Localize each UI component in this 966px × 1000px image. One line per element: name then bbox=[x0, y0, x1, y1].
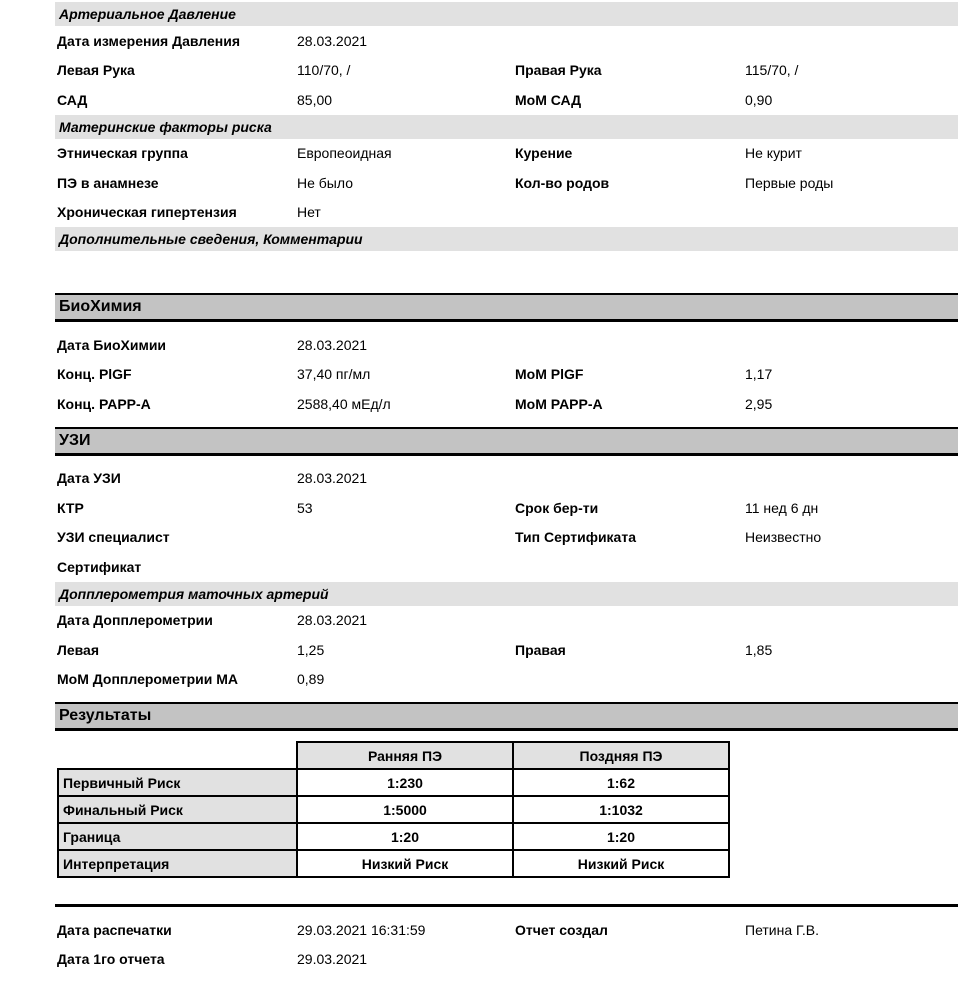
field-label: Хроническая гипертензия bbox=[57, 204, 237, 221]
footer bbox=[55, 915, 958, 974]
field-value: 1,85 bbox=[745, 641, 773, 658]
row-biochem-date bbox=[55, 330, 958, 360]
row-bp-date bbox=[55, 26, 958, 56]
cell-early: 1:20 bbox=[297, 823, 513, 850]
row-papp-a bbox=[55, 389, 958, 419]
row-label: Первичный Риск bbox=[58, 769, 297, 796]
field-label: МоМ САД bbox=[515, 91, 582, 108]
field-value: Не было bbox=[297, 174, 353, 191]
col-header-late-pe: Поздняя ПЭ bbox=[513, 742, 729, 769]
row-doppler-left-right bbox=[55, 635, 958, 665]
field-value: 11 нед 6 дн bbox=[745, 499, 819, 516]
field-value: 0,90 bbox=[745, 91, 773, 108]
row-doppler-mom bbox=[55, 665, 958, 695]
field-value: 85,00 bbox=[297, 91, 333, 108]
table-row-primary-risk bbox=[58, 769, 729, 796]
cell-early: 1:5000 bbox=[297, 796, 513, 823]
field-value: 0,89 bbox=[297, 671, 325, 688]
table-row-cutoff bbox=[58, 823, 729, 850]
table-row-interpretation bbox=[58, 850, 729, 877]
cell-late: Низкий Риск bbox=[513, 850, 729, 877]
field-label: Правая bbox=[515, 641, 566, 658]
field-value: 53 bbox=[297, 499, 313, 516]
field-value: Петина Г.В. bbox=[745, 921, 820, 938]
field-value: Не курит bbox=[745, 145, 802, 162]
row-specialist-cert-type bbox=[55, 523, 958, 553]
row-certificate bbox=[55, 552, 958, 582]
row-uzi-date bbox=[55, 464, 958, 494]
section-header-comments: Дополнительные сведения, Комментарии bbox=[55, 227, 958, 251]
section-header-results: Результаты bbox=[55, 702, 958, 731]
footer-divider bbox=[55, 904, 958, 907]
field-label: САД bbox=[57, 91, 88, 108]
field-label: МоМ Допплерометрии МА bbox=[57, 671, 239, 688]
field-value: 29.03.2021 bbox=[297, 951, 368, 968]
field-label: Дата измерения Давления bbox=[57, 32, 241, 49]
cell-late: 1:20 bbox=[513, 823, 729, 850]
field-value: Европеоидная bbox=[297, 145, 392, 162]
row-bp-sad bbox=[55, 85, 958, 115]
field-label: Отчет создал bbox=[515, 921, 608, 938]
row-hypertension bbox=[55, 198, 958, 228]
field-label: Конц. PlGF bbox=[57, 366, 132, 383]
field-value: 2588,40 мЕд/л bbox=[297, 395, 391, 412]
field-label: Левая bbox=[57, 641, 99, 658]
field-label: МоМ PlGF bbox=[515, 366, 584, 383]
field-value: Неизвестно bbox=[745, 529, 822, 546]
field-label: УЗИ специалист bbox=[57, 529, 170, 546]
field-value: Нет bbox=[297, 204, 321, 221]
field-value: 28.03.2021 bbox=[297, 32, 368, 49]
field-label: Сертификат bbox=[57, 558, 142, 575]
field-value: 2,95 bbox=[745, 395, 773, 412]
row-pe-births bbox=[55, 168, 958, 198]
field-label: Срок бер-ти bbox=[515, 499, 599, 516]
row-ktr-gestation bbox=[55, 493, 958, 523]
field-label: Дата распечатки bbox=[57, 921, 172, 938]
section-header-maternal-risk: Материнские факторы риска bbox=[55, 115, 958, 139]
field-label: МоМ PAPP-A bbox=[515, 395, 603, 412]
field-value: 28.03.2021 bbox=[297, 470, 368, 487]
field-value: 29.03.2021 16:31:59 bbox=[297, 921, 426, 938]
field-value: 1,17 bbox=[745, 366, 773, 383]
row-first-report-date bbox=[55, 945, 958, 975]
field-value: Первые роды bbox=[745, 174, 834, 191]
cell-early: Низкий Риск bbox=[297, 850, 513, 877]
field-label: Дата 1го отчета bbox=[57, 951, 165, 968]
medical-screening-report bbox=[55, 2, 958, 974]
field-label: Кол-во родов bbox=[515, 174, 610, 191]
row-label: Финальный Риск bbox=[58, 796, 297, 823]
cell-early: 1:230 bbox=[297, 769, 513, 796]
field-label: Дата УЗИ bbox=[57, 470, 121, 487]
row-label: Интерпретация bbox=[58, 850, 297, 877]
field-value: 37,40 пг/мл bbox=[297, 366, 371, 383]
col-header-early-pe: Ранняя ПЭ bbox=[297, 742, 513, 769]
field-value: 110/70, / bbox=[297, 62, 351, 79]
field-label: КТР bbox=[57, 499, 84, 516]
row-plgf bbox=[55, 360, 958, 390]
table-row-final-risk bbox=[58, 796, 729, 823]
spacer bbox=[55, 251, 958, 293]
field-label: Дата БиоХимии bbox=[57, 336, 167, 353]
results-table bbox=[57, 741, 730, 878]
row-doppler-date bbox=[55, 606, 958, 636]
section-header-biochemistry: БиоХимия bbox=[55, 293, 958, 322]
field-label: Левая Рука bbox=[57, 62, 135, 79]
section-header-ultrasound: УЗИ bbox=[55, 427, 958, 456]
section-header-doppler: Допплерометрия маточных артерий bbox=[55, 582, 958, 606]
field-label: Тип Сертификата bbox=[515, 529, 636, 546]
row-print-date bbox=[55, 915, 958, 945]
field-label: Конц. PAPP-A bbox=[57, 395, 151, 412]
field-label: Этническая группа bbox=[57, 145, 188, 162]
results-header-row bbox=[58, 742, 729, 769]
results-corner-cell bbox=[58, 742, 297, 769]
field-value: 28.03.2021 bbox=[297, 612, 368, 629]
field-value: 28.03.2021 bbox=[297, 336, 368, 353]
field-label: Дата Допплерометрии bbox=[57, 612, 213, 629]
row-ethnic-smoking bbox=[55, 139, 958, 169]
cell-late: 1:62 bbox=[513, 769, 729, 796]
field-value: 115/70, / bbox=[745, 62, 799, 79]
field-value: 1,25 bbox=[297, 641, 325, 658]
cell-late: 1:1032 bbox=[513, 796, 729, 823]
field-label: ПЭ в анамнезе bbox=[57, 174, 159, 191]
row-label: Граница bbox=[58, 823, 297, 850]
field-label: Курение bbox=[515, 145, 573, 162]
field-label: Правая Рука bbox=[515, 62, 602, 79]
section-header-blood-pressure: Артериальное Давление bbox=[55, 2, 958, 26]
row-bp-arms bbox=[55, 56, 958, 86]
